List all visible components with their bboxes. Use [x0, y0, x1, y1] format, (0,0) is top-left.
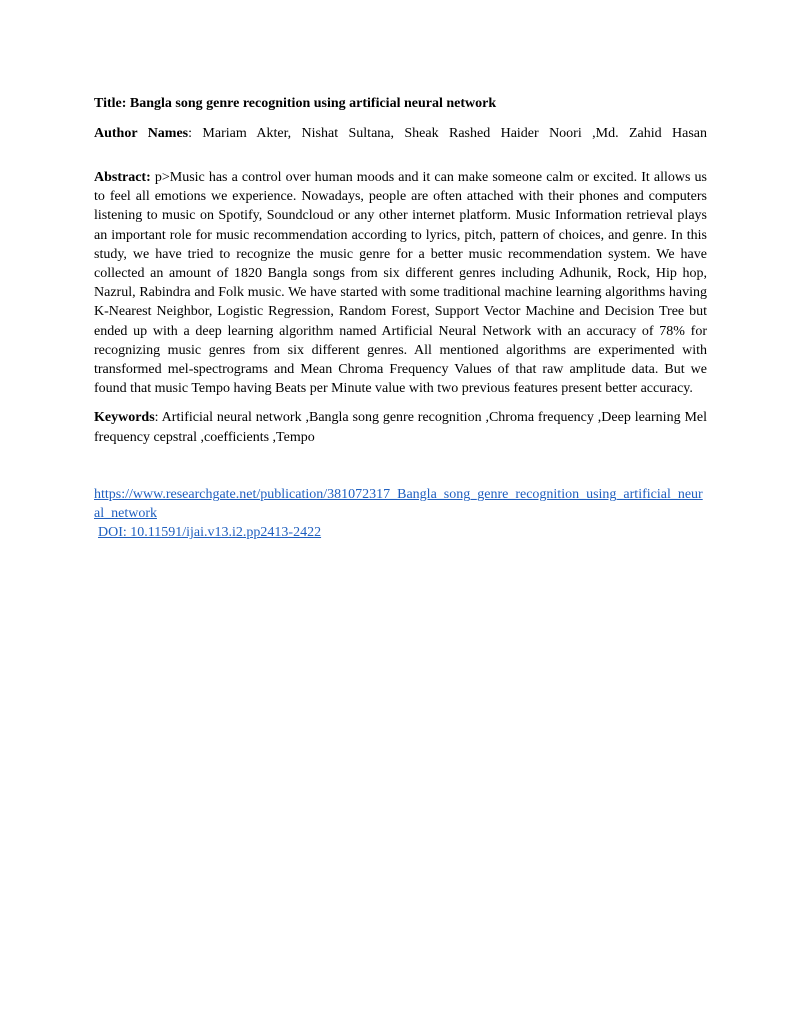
- doi-link[interactable]: DOI: 10.11591/ijai.v13.i2.pp2413-2422: [98, 525, 322, 541]
- abstract-text: p>Music has a control over human moods and it can make someone calm or excited. It allows us to feel all emotions we experience. Nowadays, people are often attached with their phones and computers listening to music on Spotify, Soundcloud or any other internet platform. Music Information retrieval plays an important role for music recommendation according to lyrics, pitch, pattern of choices, and genre. In this study, we have tried to recognize the music genre for a better music recommendation system. We have collected an amount of 1820 Bangla songs from six different genres including Adhunik, Rock, Hip hop, Nazrul, Rabindra and Folk music. We have started with some traditional machine learning algorithms having K-Nearest Neighbor, Logistic Regression, Random Forest, Support Vector Machine and Decision Tree but ended up with a deep learning algorithm named Artificial Neural Network with an accuracy of 78% for recognizing music genres from six different genres. All mentioned algorithms are experimented with transformed mel-spectrograms and Mean Chroma Frequency Values of that raw amplitude data. But we found that music Tempo having Beats per Minute value with two previous features present better accuracy.: [94, 170, 707, 397]
- keywords-paragraph: [94, 408, 707, 447]
- abstract-paragraph: [94, 168, 707, 398]
- document-page: [94, 94, 707, 542]
- links-section: [94, 485, 707, 542]
- authors-line: [94, 124, 707, 144]
- title-line: [94, 94, 707, 114]
- authors-label: Author Names: [94, 126, 189, 141]
- abstract-label: Abstract:: [94, 170, 151, 185]
- paper-title: Bangla song genre recognition using artificial neural network: [129, 96, 497, 111]
- author-names: : Mariam Akter, Nishat Sultana, Sheak Rashed Haider Noori ,Md. Zahid Hasan: [188, 126, 707, 141]
- keywords-text: : Artificial neural network ,Bangla song genre recognition ,Chroma frequency ,Deep learning Mel frequency cepstral ,coefficients ,Tempo: [94, 410, 707, 445]
- publication-link[interactable]: https://www.researchgate.net/publication/381072317_Bangla_song_genre_recognition_using_artificial_neural_network: [94, 487, 703, 522]
- keywords-label: Keywords: [94, 410, 155, 426]
- title-label: Title:: [94, 96, 127, 111]
